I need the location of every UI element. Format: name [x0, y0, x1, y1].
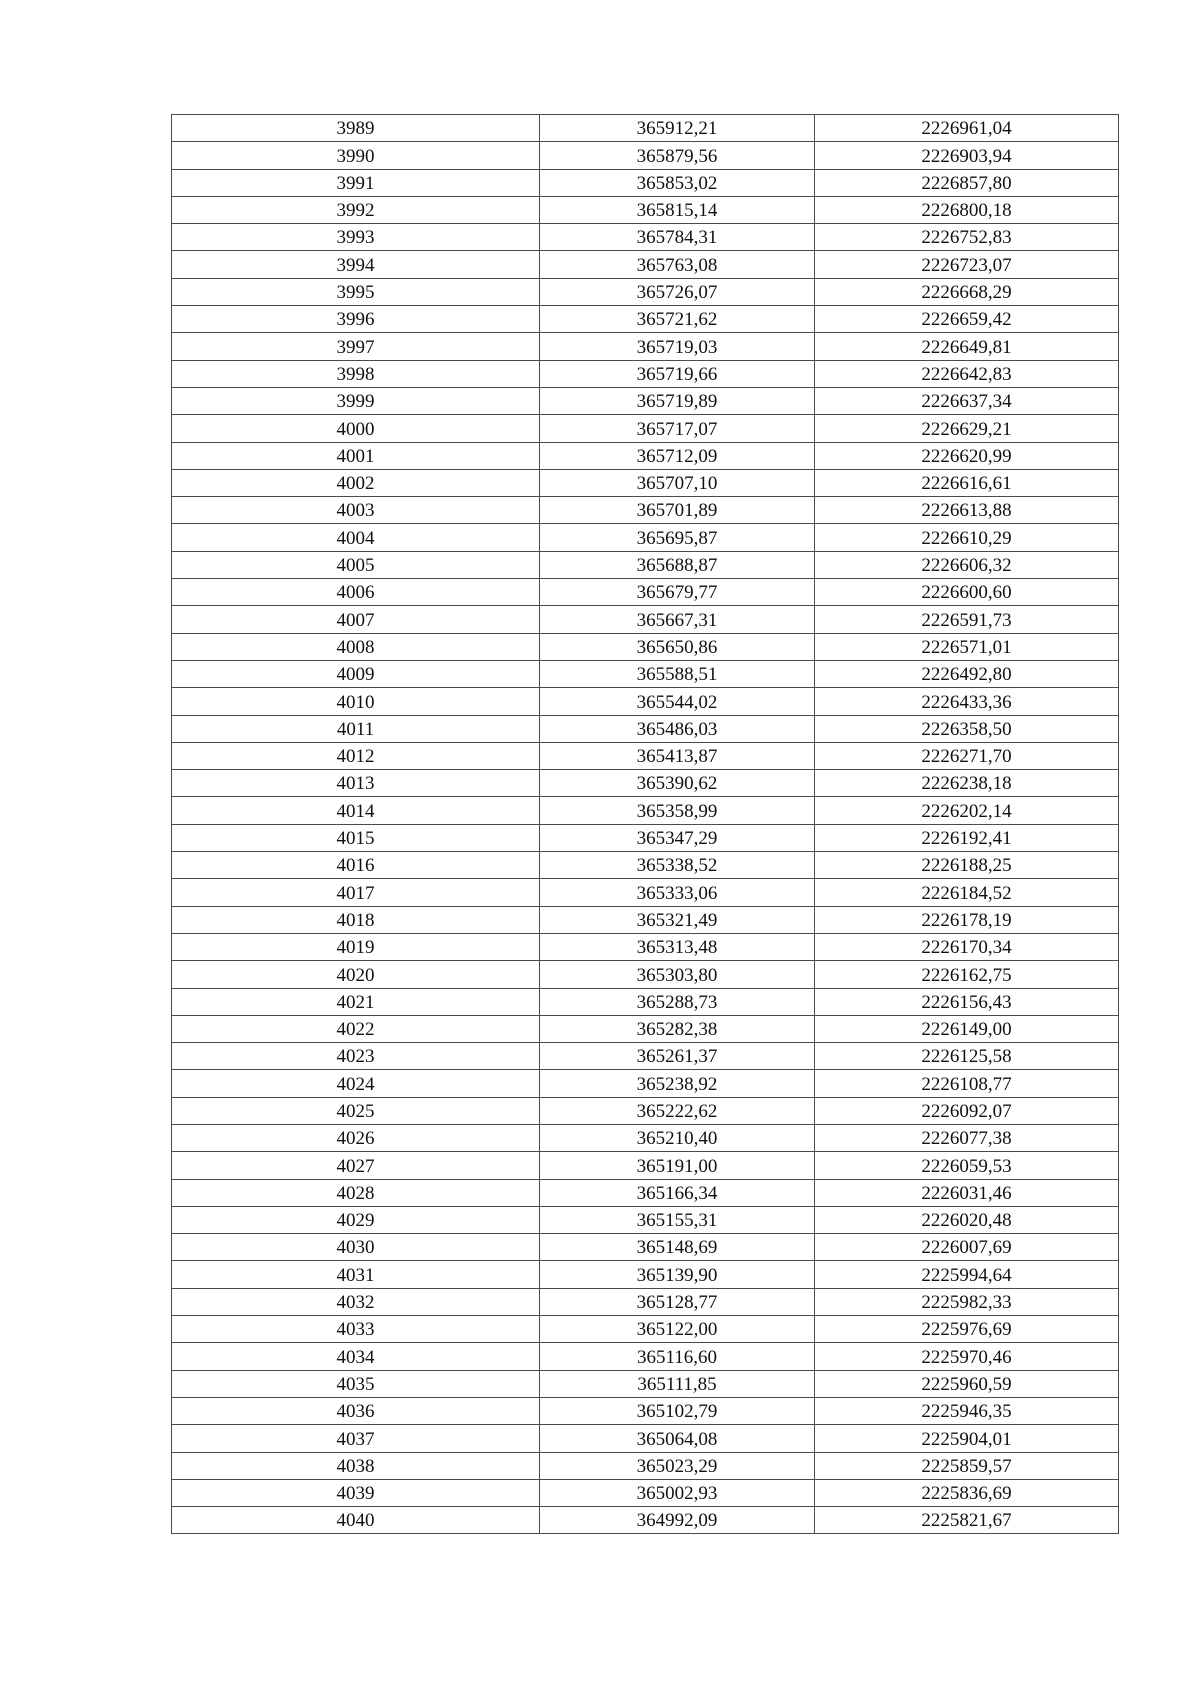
point-number-cell: 4004 [172, 524, 540, 551]
point-number-cell: 3993 [172, 224, 540, 251]
x-coordinate-cell: 365879,56 [540, 142, 815, 169]
point-number-cell: 3990 [172, 142, 540, 169]
point-number-cell: 3994 [172, 251, 540, 278]
x-coordinate-cell: 365358,99 [540, 797, 815, 824]
x-coordinate-cell: 365064,08 [540, 1425, 815, 1452]
table-row [172, 1206, 1119, 1233]
x-coordinate-cell: 365544,02 [540, 688, 815, 715]
y-coordinate-cell: 2226149,00 [815, 1015, 1119, 1042]
table-row [172, 1015, 1119, 1042]
y-coordinate-cell: 2226800,18 [815, 196, 1119, 223]
table-row [172, 415, 1119, 442]
point-number-cell: 4028 [172, 1179, 540, 1206]
x-coordinate-cell: 365707,10 [540, 469, 815, 496]
point-number-cell: 4040 [172, 1507, 540, 1534]
point-number-cell: 4036 [172, 1397, 540, 1424]
table-row [172, 251, 1119, 278]
table-row [172, 196, 1119, 223]
point-number-cell: 4017 [172, 879, 540, 906]
point-number-cell: 4025 [172, 1097, 540, 1124]
x-coordinate-cell: 365338,52 [540, 852, 815, 879]
x-coordinate-cell: 365763,08 [540, 251, 815, 278]
table-row [172, 1070, 1119, 1097]
y-coordinate-cell: 2226571,01 [815, 633, 1119, 660]
y-coordinate-cell: 2226649,81 [815, 333, 1119, 360]
x-coordinate-cell: 365688,87 [540, 551, 815, 578]
x-coordinate-cell: 365695,87 [540, 524, 815, 551]
x-coordinate-cell: 365148,69 [540, 1234, 815, 1261]
y-coordinate-cell: 2225976,69 [815, 1316, 1119, 1343]
table-row [172, 933, 1119, 960]
point-number-cell: 4003 [172, 497, 540, 524]
table-row [172, 1397, 1119, 1424]
table-row [172, 387, 1119, 414]
x-coordinate-cell: 365347,29 [540, 824, 815, 851]
x-coordinate-cell: 365111,85 [540, 1370, 815, 1397]
y-coordinate-cell: 2226192,41 [815, 824, 1119, 851]
point-number-cell: 4002 [172, 469, 540, 496]
x-coordinate-cell: 365191,00 [540, 1152, 815, 1179]
point-number-cell: 4019 [172, 933, 540, 960]
table-row [172, 1261, 1119, 1288]
table-row [172, 360, 1119, 387]
y-coordinate-cell: 2226637,34 [815, 387, 1119, 414]
y-coordinate-cell: 2225960,59 [815, 1370, 1119, 1397]
point-number-cell: 4000 [172, 415, 540, 442]
table-row [172, 852, 1119, 879]
y-coordinate-cell: 2226202,14 [815, 797, 1119, 824]
x-coordinate-cell: 365853,02 [540, 169, 815, 196]
point-number-cell: 4008 [172, 633, 540, 660]
point-number-cell: 4001 [172, 442, 540, 469]
x-coordinate-cell: 365222,62 [540, 1097, 815, 1124]
y-coordinate-cell: 2226629,21 [815, 415, 1119, 442]
x-coordinate-cell: 365155,31 [540, 1206, 815, 1233]
point-number-cell: 4031 [172, 1261, 540, 1288]
table-row [172, 169, 1119, 196]
point-number-cell: 4013 [172, 770, 540, 797]
y-coordinate-cell: 2226616,61 [815, 469, 1119, 496]
y-coordinate-cell: 2226903,94 [815, 142, 1119, 169]
table-row [172, 1234, 1119, 1261]
y-coordinate-cell: 2226492,80 [815, 660, 1119, 687]
x-coordinate-cell: 365650,86 [540, 633, 815, 660]
x-coordinate-cell: 365261,37 [540, 1043, 815, 1070]
point-number-cell: 4012 [172, 742, 540, 769]
point-number-cell: 4032 [172, 1288, 540, 1315]
x-coordinate-cell: 365719,89 [540, 387, 815, 414]
y-coordinate-cell: 2226007,69 [815, 1234, 1119, 1261]
y-coordinate-cell: 2226178,19 [815, 906, 1119, 933]
y-coordinate-cell: 2226271,70 [815, 742, 1119, 769]
y-coordinate-cell: 2226961,04 [815, 115, 1119, 142]
point-number-cell: 4005 [172, 551, 540, 578]
table-row [172, 1370, 1119, 1397]
point-number-cell: 4007 [172, 606, 540, 633]
x-coordinate-cell: 365116,60 [540, 1343, 815, 1370]
point-number-cell: 4030 [172, 1234, 540, 1261]
x-coordinate-cell: 365667,31 [540, 606, 815, 633]
point-number-cell: 3989 [172, 115, 540, 142]
x-coordinate-cell: 365726,07 [540, 278, 815, 305]
table-row [172, 606, 1119, 633]
x-coordinate-cell: 365390,62 [540, 770, 815, 797]
point-number-cell: 4022 [172, 1015, 540, 1042]
table-row [172, 879, 1119, 906]
y-coordinate-cell: 2225970,46 [815, 1343, 1119, 1370]
table-row [172, 770, 1119, 797]
x-coordinate-cell: 365721,62 [540, 306, 815, 333]
x-coordinate-cell: 365333,06 [540, 879, 815, 906]
table-row [172, 742, 1119, 769]
point-number-cell: 4037 [172, 1425, 540, 1452]
table-row [172, 333, 1119, 360]
point-number-cell: 4015 [172, 824, 540, 851]
y-coordinate-cell: 2226723,07 [815, 251, 1119, 278]
point-number-cell: 4035 [172, 1370, 540, 1397]
x-coordinate-cell: 365486,03 [540, 715, 815, 742]
y-coordinate-cell: 2226020,48 [815, 1206, 1119, 1233]
point-number-cell: 4026 [172, 1124, 540, 1151]
x-coordinate-cell: 365288,73 [540, 988, 815, 1015]
point-number-cell: 4009 [172, 660, 540, 687]
y-coordinate-cell: 2226642,83 [815, 360, 1119, 387]
x-coordinate-cell: 365717,07 [540, 415, 815, 442]
table-row [172, 633, 1119, 660]
x-coordinate-cell: 365413,87 [540, 742, 815, 769]
table-row [172, 824, 1119, 851]
table-row [172, 1043, 1119, 1070]
point-number-cell: 3997 [172, 333, 540, 360]
x-coordinate-cell: 365282,38 [540, 1015, 815, 1042]
point-number-cell: 4029 [172, 1206, 540, 1233]
y-coordinate-cell: 2226752,83 [815, 224, 1119, 251]
point-number-cell: 4020 [172, 961, 540, 988]
table-row [172, 115, 1119, 142]
x-coordinate-cell: 365815,14 [540, 196, 815, 223]
table-row [172, 1479, 1119, 1506]
y-coordinate-cell: 2225946,35 [815, 1397, 1119, 1424]
y-coordinate-cell: 2226591,73 [815, 606, 1119, 633]
x-coordinate-cell: 365002,93 [540, 1479, 815, 1506]
point-number-cell: 4033 [172, 1316, 540, 1343]
x-coordinate-cell: 365102,79 [540, 1397, 815, 1424]
y-coordinate-cell: 2226162,75 [815, 961, 1119, 988]
table-row [172, 961, 1119, 988]
table-row [172, 797, 1119, 824]
y-coordinate-cell: 2226238,18 [815, 770, 1119, 797]
point-number-cell: 4023 [172, 1043, 540, 1070]
y-coordinate-cell: 2226606,32 [815, 551, 1119, 578]
x-coordinate-cell: 365210,40 [540, 1124, 815, 1151]
table-row [172, 906, 1119, 933]
y-coordinate-cell: 2226659,42 [815, 306, 1119, 333]
coordinates-table [171, 114, 1119, 1534]
x-coordinate-cell: 365128,77 [540, 1288, 815, 1315]
y-coordinate-cell: 2225821,67 [815, 1507, 1119, 1534]
x-coordinate-cell: 365321,49 [540, 906, 815, 933]
y-coordinate-cell: 2226857,80 [815, 169, 1119, 196]
y-coordinate-cell: 2225859,57 [815, 1452, 1119, 1479]
y-coordinate-cell: 2226108,77 [815, 1070, 1119, 1097]
table-row [172, 224, 1119, 251]
y-coordinate-cell: 2226077,38 [815, 1124, 1119, 1151]
x-coordinate-cell: 365238,92 [540, 1070, 815, 1097]
x-coordinate-cell: 365679,77 [540, 579, 815, 606]
x-coordinate-cell: 365122,00 [540, 1316, 815, 1343]
point-number-cell: 4038 [172, 1452, 540, 1479]
table-row [172, 688, 1119, 715]
point-number-cell: 4011 [172, 715, 540, 742]
table-row [172, 1343, 1119, 1370]
y-coordinate-cell: 2226600,60 [815, 579, 1119, 606]
point-number-cell: 3998 [172, 360, 540, 387]
y-coordinate-cell: 2225836,69 [815, 1479, 1119, 1506]
y-coordinate-cell: 2225994,64 [815, 1261, 1119, 1288]
y-coordinate-cell: 2226620,99 [815, 442, 1119, 469]
table-row [172, 715, 1119, 742]
table-row [172, 1124, 1119, 1151]
point-number-cell: 4016 [172, 852, 540, 879]
table-row [172, 442, 1119, 469]
y-coordinate-cell: 2226358,50 [815, 715, 1119, 742]
y-coordinate-cell: 2226170,34 [815, 933, 1119, 960]
x-coordinate-cell: 365912,21 [540, 115, 815, 142]
point-number-cell: 4006 [172, 579, 540, 606]
y-coordinate-cell: 2226092,07 [815, 1097, 1119, 1124]
point-number-cell: 4027 [172, 1152, 540, 1179]
table-row [172, 278, 1119, 305]
table-row [172, 142, 1119, 169]
table-row [172, 1316, 1119, 1343]
table-row [172, 660, 1119, 687]
x-coordinate-cell: 365701,89 [540, 497, 815, 524]
x-coordinate-cell: 364992,09 [540, 1507, 815, 1534]
point-number-cell: 4018 [172, 906, 540, 933]
x-coordinate-cell: 365784,31 [540, 224, 815, 251]
y-coordinate-cell: 2226059,53 [815, 1152, 1119, 1179]
x-coordinate-cell: 365712,09 [540, 442, 815, 469]
coordinates-table-body [172, 115, 1119, 1534]
x-coordinate-cell: 365719,66 [540, 360, 815, 387]
table-row [172, 551, 1119, 578]
table-row [172, 497, 1119, 524]
y-coordinate-cell: 2226184,52 [815, 879, 1119, 906]
table-row [172, 469, 1119, 496]
y-coordinate-cell: 2226610,29 [815, 524, 1119, 551]
y-coordinate-cell: 2226031,46 [815, 1179, 1119, 1206]
table-row [172, 988, 1119, 1015]
y-coordinate-cell: 2226668,29 [815, 278, 1119, 305]
point-number-cell: 4014 [172, 797, 540, 824]
table-row [172, 579, 1119, 606]
y-coordinate-cell: 2226188,25 [815, 852, 1119, 879]
point-number-cell: 4039 [172, 1479, 540, 1506]
table-row [172, 1179, 1119, 1206]
table-row [172, 1097, 1119, 1124]
x-coordinate-cell: 365023,29 [540, 1452, 815, 1479]
x-coordinate-cell: 365166,34 [540, 1179, 815, 1206]
table-row [172, 1507, 1119, 1534]
table-row [172, 1152, 1119, 1179]
table-row [172, 306, 1119, 333]
table-row [172, 1425, 1119, 1452]
point-number-cell: 3991 [172, 169, 540, 196]
point-number-cell: 4010 [172, 688, 540, 715]
table-row [172, 524, 1119, 551]
point-number-cell: 3999 [172, 387, 540, 414]
point-number-cell: 3996 [172, 306, 540, 333]
y-coordinate-cell: 2225982,33 [815, 1288, 1119, 1315]
point-number-cell: 4024 [172, 1070, 540, 1097]
x-coordinate-cell: 365303,80 [540, 961, 815, 988]
x-coordinate-cell: 365313,48 [540, 933, 815, 960]
y-coordinate-cell: 2226433,36 [815, 688, 1119, 715]
table-row [172, 1452, 1119, 1479]
x-coordinate-cell: 365588,51 [540, 660, 815, 687]
y-coordinate-cell: 2226156,43 [815, 988, 1119, 1015]
y-coordinate-cell: 2226613,88 [815, 497, 1119, 524]
y-coordinate-cell: 2225904,01 [815, 1425, 1119, 1452]
point-number-cell: 3995 [172, 278, 540, 305]
x-coordinate-cell: 365139,90 [540, 1261, 815, 1288]
point-number-cell: 4021 [172, 988, 540, 1015]
y-coordinate-cell: 2226125,58 [815, 1043, 1119, 1070]
point-number-cell: 4034 [172, 1343, 540, 1370]
x-coordinate-cell: 365719,03 [540, 333, 815, 360]
point-number-cell: 3992 [172, 196, 540, 223]
table-row [172, 1288, 1119, 1315]
